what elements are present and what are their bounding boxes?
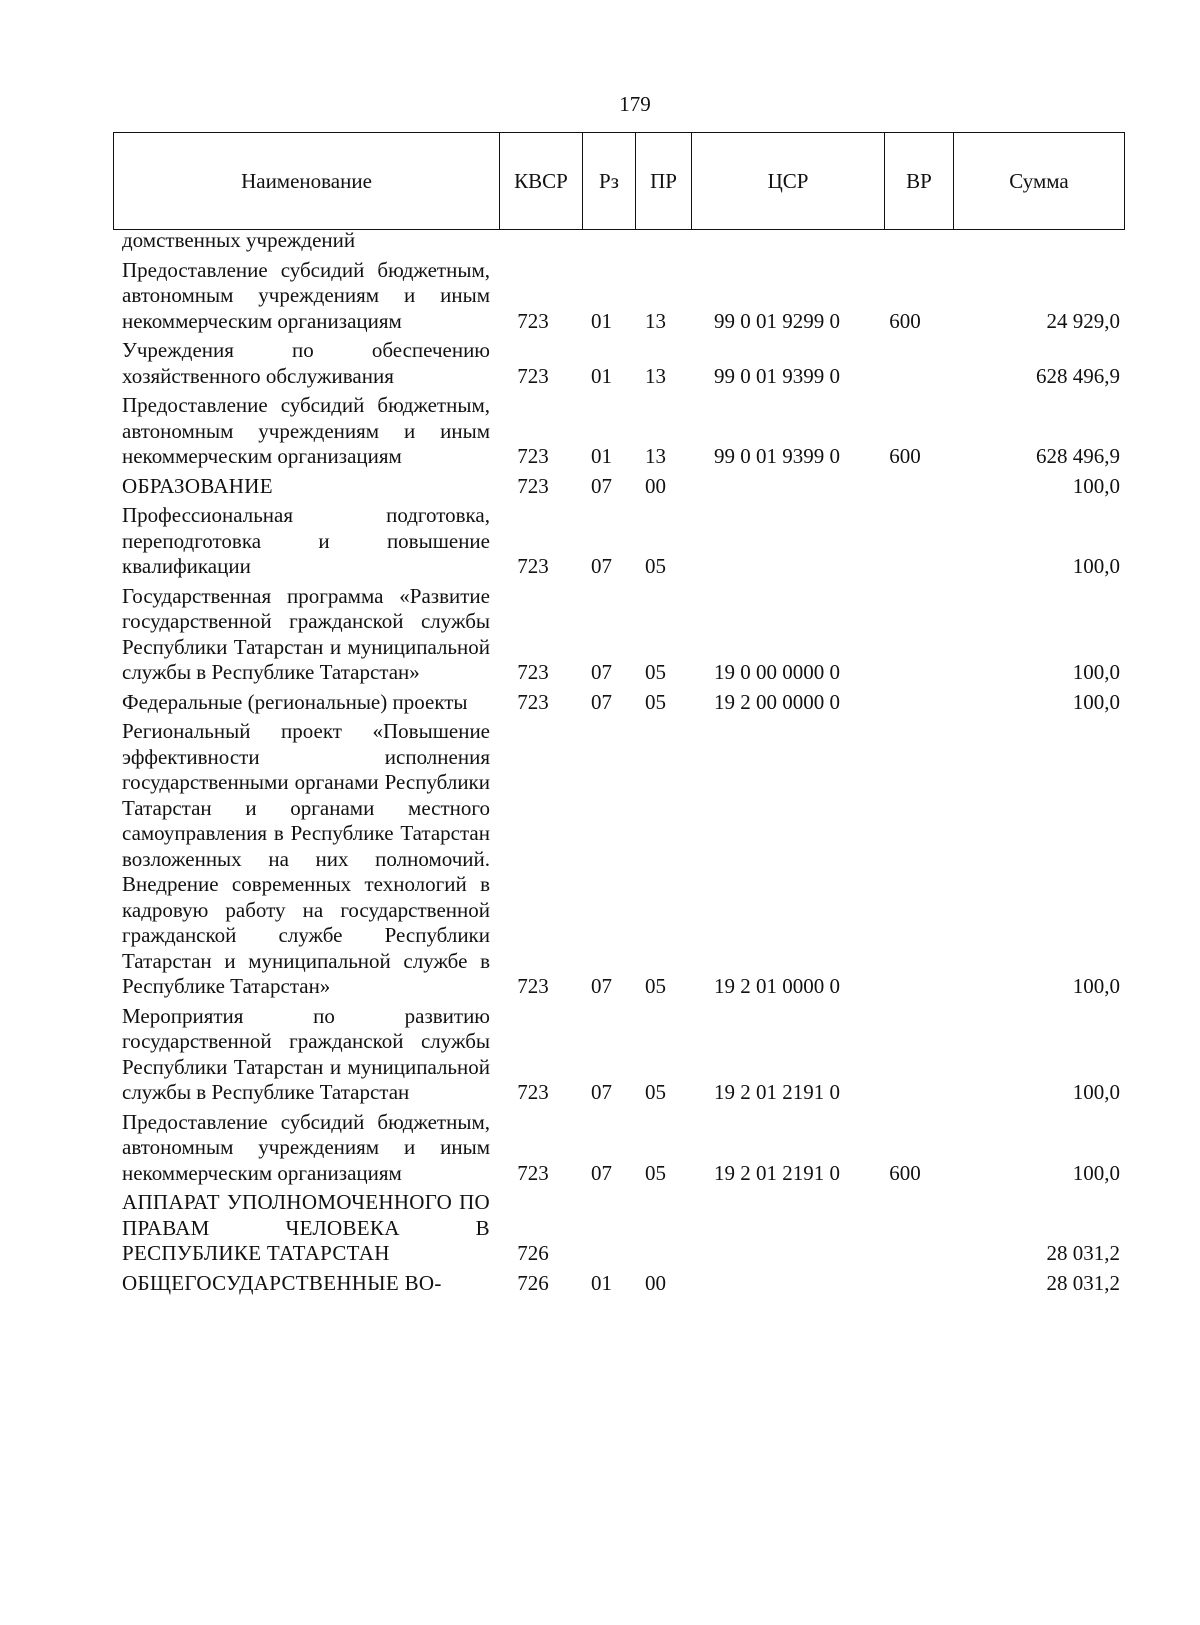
row-kvsr: 723 [517,363,549,388]
row-name: Государственная программа «Развитие государственной гражданской службы Республики Татарстан и муниципальной службы в Республике Татарстан» [122,583,490,684]
row-rz: 07 [591,689,612,714]
table-row [122,1190,1128,1267]
row-csr: 19 2 01 2191 0 [714,1160,840,1185]
row-name: домственных учреждений [122,228,356,252]
header-name: Наименование [114,133,500,229]
row-name: Региональный проект «Повышение эффективности исполнения государственными органами Республики Татарстан и органами местного самоуправления в Республике Татарстан возложенных на них полномочий. Внедрение современных технологий в кадровую работу на государственной гражданской службе Республики Татарстан и муниципальной службе в Республике Татарстан» [122,719,490,998]
row-kvsr: 723 [517,660,549,684]
table-row [122,393,1128,470]
row-name: ОБРАЗОВАНИЕ [122,473,273,498]
table-row [122,474,1128,500]
row-name: Предоставление субсидий бюджетным, автономным учреждениям и иным некоммерческим организациям [122,1109,490,1185]
row-sum: 100,0 [1072,1080,1120,1104]
row-name: ОБЩЕГОСУДАРСТВЕННЫЕ ВО- [122,1270,442,1295]
table-row [122,258,1128,335]
table-row [122,584,1128,686]
row-rz: 01 [591,444,612,468]
row-name: АППАРАТ УПОЛНОМОЧЕННОГО ПО ПРАВАМ ЧЕЛОВЕКА В РЕСПУБЛИКЕ ТАТАРСТАН [122,1190,490,1265]
row-name: Предоставление субсидий бюджетным, автономным учреждениям и иным некоммерческим организациям [122,257,490,333]
row-rz: 01 [591,363,612,388]
row-csr: 19 2 01 0000 0 [714,974,840,998]
row-rz: 07 [591,660,612,684]
row-kvsr: 723 [517,554,549,578]
row-sum: 100,0 [1072,689,1120,714]
row-vr: 600 [889,308,921,333]
row-pr: 05 [645,1160,666,1185]
table-header [113,132,1125,230]
row-csr: 99 0 01 9299 0 [714,308,840,333]
row-pr: 13 [645,444,666,468]
row-pr: 13 [645,308,666,333]
row-kvsr: 723 [517,974,549,998]
table-row [122,338,1128,389]
row-csr: 99 0 01 9399 0 [714,363,840,388]
table-row [122,228,1128,254]
row-pr: 05 [645,974,666,998]
row-pr: 05 [645,1080,666,1104]
row-pr: 13 [645,363,666,388]
row-rz: 07 [591,554,612,578]
row-kvsr: 723 [517,689,549,714]
row-sum: 628 496,9 [1036,363,1120,388]
row-vr: 600 [889,1160,921,1185]
header-rz: Рз [583,133,636,229]
row-kvsr: 723 [517,444,549,468]
row-kvsr: 723 [517,1080,549,1104]
row-rz: 07 [591,1160,612,1185]
row-rz: 01 [591,308,612,333]
row-rz: 07 [591,1080,612,1104]
row-rz: 07 [591,974,612,998]
row-kvsr: 723 [517,1160,549,1185]
table-row [122,690,1128,716]
table-body [122,228,1128,1300]
page-number: 179 [619,92,651,116]
row-csr: 19 0 00 0000 0 [714,660,840,684]
row-vr: 600 [889,444,921,468]
row-pr: 05 [645,554,666,578]
row-csr: 99 0 01 9399 0 [714,444,840,468]
row-sum: 100,0 [1072,974,1120,998]
row-sum: 28 031,2 [1046,1270,1120,1295]
row-kvsr: 723 [517,473,549,498]
row-sum: 28 031,2 [1046,1241,1120,1265]
row-pr: 05 [645,660,666,684]
table-row [122,1271,1128,1297]
table-row [122,719,1128,1000]
row-rz: 07 [591,473,612,498]
row-pr: 00 [645,473,666,498]
row-name: Мероприятия по развитию государственной гражданской службы Республики Татарстан и муниципальной службы в Республике Татарстан [122,1003,490,1104]
row-rz: 01 [591,1270,612,1295]
row-sum: 100,0 [1072,660,1120,684]
row-kvsr: 723 [517,308,549,333]
row-pr: 00 [645,1270,666,1295]
row-name: Учреждения по обеспечению хозяйственного обслуживания [122,338,490,388]
row-csr: 19 2 01 2191 0 [714,1080,840,1104]
row-name: Предоставление субсидий бюджетным, автономным учреждениям и иным некоммерческим организациям [122,393,490,468]
row-sum: 100,0 [1072,1160,1120,1185]
row-sum: 100,0 [1072,473,1120,498]
row-csr: 19 2 00 0000 0 [714,689,840,714]
row-name: Профессиональная подготовка, переподготовка и повышение квалификации [122,503,490,578]
header-sum: Сумма [1009,168,1069,193]
header-csr: ЦСР [692,133,885,229]
row-name: Федеральные (региональные) проекты [122,689,468,714]
header-kvsr: КВСР [500,133,583,229]
row-kvsr: 726 [517,1270,549,1295]
row-sum: 628 496,9 [1036,444,1120,468]
table-row [122,1110,1128,1187]
row-kvsr: 726 [517,1241,549,1265]
header-vr: ВР [885,133,954,229]
table-row [122,1004,1128,1106]
row-pr: 05 [645,689,666,714]
row-sum: 24 929,0 [1046,308,1120,333]
row-sum: 100,0 [1072,554,1120,578]
header-pr: ПР [636,133,692,229]
table-row [122,503,1128,580]
